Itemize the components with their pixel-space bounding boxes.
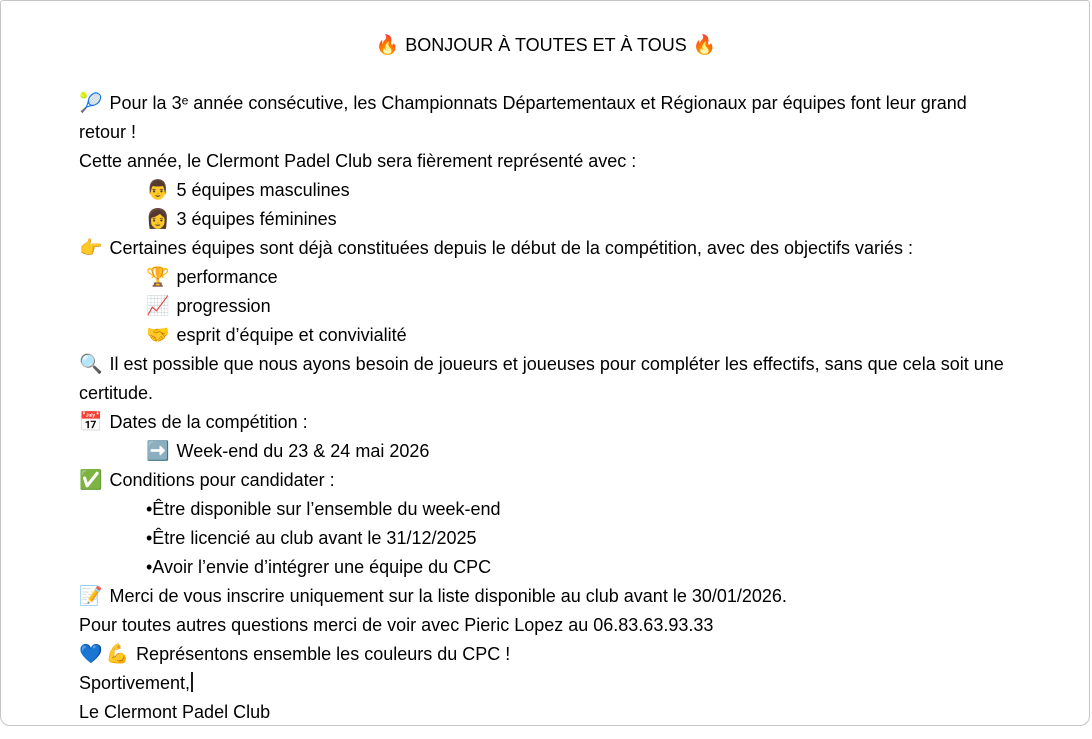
line-text: •Avoir l’envie d’intégrer une équipe du CPC: [146, 557, 492, 577]
line-text: Il est possible que nous ayons besoin de joueurs et joueuses pour compléter les effectifs, sans que cela soit une certitude.: [79, 354, 1004, 403]
page-title-text: BONJOUR À TOUTES ET À TOUS: [405, 35, 687, 55]
man-icon: 👨: [146, 180, 170, 201]
line-text: •Être licencié au club avant le 31/12/2025: [146, 528, 477, 548]
line-text: Pour la 3ᵉ année consécutive, les Championnats Départementaux et Régionaux par équipes font leur grand retour !: [79, 93, 967, 142]
right-arrow-icon: ➡️: [146, 441, 170, 462]
doc-line-womens-teams[interactable]: [79, 205, 1013, 234]
flexed-biceps-icon: 💪: [105, 644, 130, 665]
doc-line-intro[interactable]: [79, 89, 1013, 147]
page-title: [79, 31, 1013, 60]
handshake-icon: 🤝: [146, 325, 170, 346]
line-text: 5 équipes masculines: [176, 180, 350, 200]
doc-line-represent-colors[interactable]: [79, 640, 1013, 669]
doc-line-condition-available[interactable]: [79, 495, 1013, 524]
woman-icon: 👩: [146, 209, 170, 230]
pointing-right-icon: 👉: [79, 238, 103, 259]
line-text: •Être disponible sur l’ensemble du week-end: [146, 499, 501, 519]
line-text: Certaines équipes sont déjà constituées depuis le début de la compétition, avec des objectifs variés :: [109, 238, 914, 258]
doc-line-condition-licensed[interactable]: [79, 524, 1013, 553]
line-text: Week-end du 23 & 24 mai 2026: [176, 441, 430, 461]
doc-line-club-name[interactable]: [79, 698, 1013, 726]
doc-line-contact[interactable]: [79, 611, 1013, 640]
line-text: Le Clermont Padel Club: [79, 702, 271, 722]
line-text: Sportivement,: [79, 673, 191, 693]
text-cursor: [191, 672, 193, 692]
magnifying-glass-icon: 🔍: [79, 354, 103, 375]
trophy-icon: 🏆: [146, 267, 170, 288]
doc-line-team-spirit[interactable]: [79, 321, 1013, 350]
blue-heart-icon: 💙: [79, 644, 103, 665]
doc-line-this-year[interactable]: [79, 147, 1013, 176]
line-text: Merci de vous inscrire uniquement sur la liste disponible au club avant le 30/01/2026.: [109, 586, 787, 606]
line-text: progression: [176, 296, 271, 316]
fire-icon: 🔥: [692, 35, 717, 56]
line-text: Conditions pour candidater :: [109, 470, 335, 490]
line-text: esprit d’équipe et convivialité: [176, 325, 407, 345]
doc-line-mens-teams[interactable]: [79, 176, 1013, 205]
doc-line-need-players[interactable]: [79, 350, 1013, 408]
line-text: Cette année, le Clermont Padel Club sera fièrement représenté avec :: [79, 151, 637, 171]
doc-line-conditions-header[interactable]: [79, 466, 1013, 495]
tennis-ball-icon: 🎾: [79, 93, 103, 114]
memo-icon: 📝: [79, 586, 103, 607]
doc-line-signoff[interactable]: [79, 669, 1013, 698]
fire-icon: 🔥: [375, 35, 400, 56]
line-text: Représentons ensemble les couleurs du CPC !: [136, 644, 511, 664]
line-text: Dates de la compétition :: [109, 412, 308, 432]
doc-line-progression[interactable]: [79, 292, 1013, 321]
doc-line-register[interactable]: [79, 582, 1013, 611]
line-text: performance: [176, 267, 278, 287]
document-content: [1, 1, 1089, 726]
chart-increasing-icon: 📈: [146, 296, 170, 317]
doc-line-teams-constituted[interactable]: [79, 234, 1013, 263]
doc-line-dates-header[interactable]: [79, 408, 1013, 437]
doc-line-weekend-date[interactable]: [79, 437, 1013, 466]
line-text: Pour toutes autres questions merci de voir avec Pieric Lopez au 06.83.63.93.33: [79, 615, 714, 635]
line-text: 3 équipes féminines: [176, 209, 337, 229]
check-mark-icon: ✅: [79, 470, 103, 491]
doc-line-performance[interactable]: [79, 263, 1013, 292]
doc-line-condition-join[interactable]: [79, 553, 1013, 582]
calendar-icon: 📅: [79, 412, 103, 433]
